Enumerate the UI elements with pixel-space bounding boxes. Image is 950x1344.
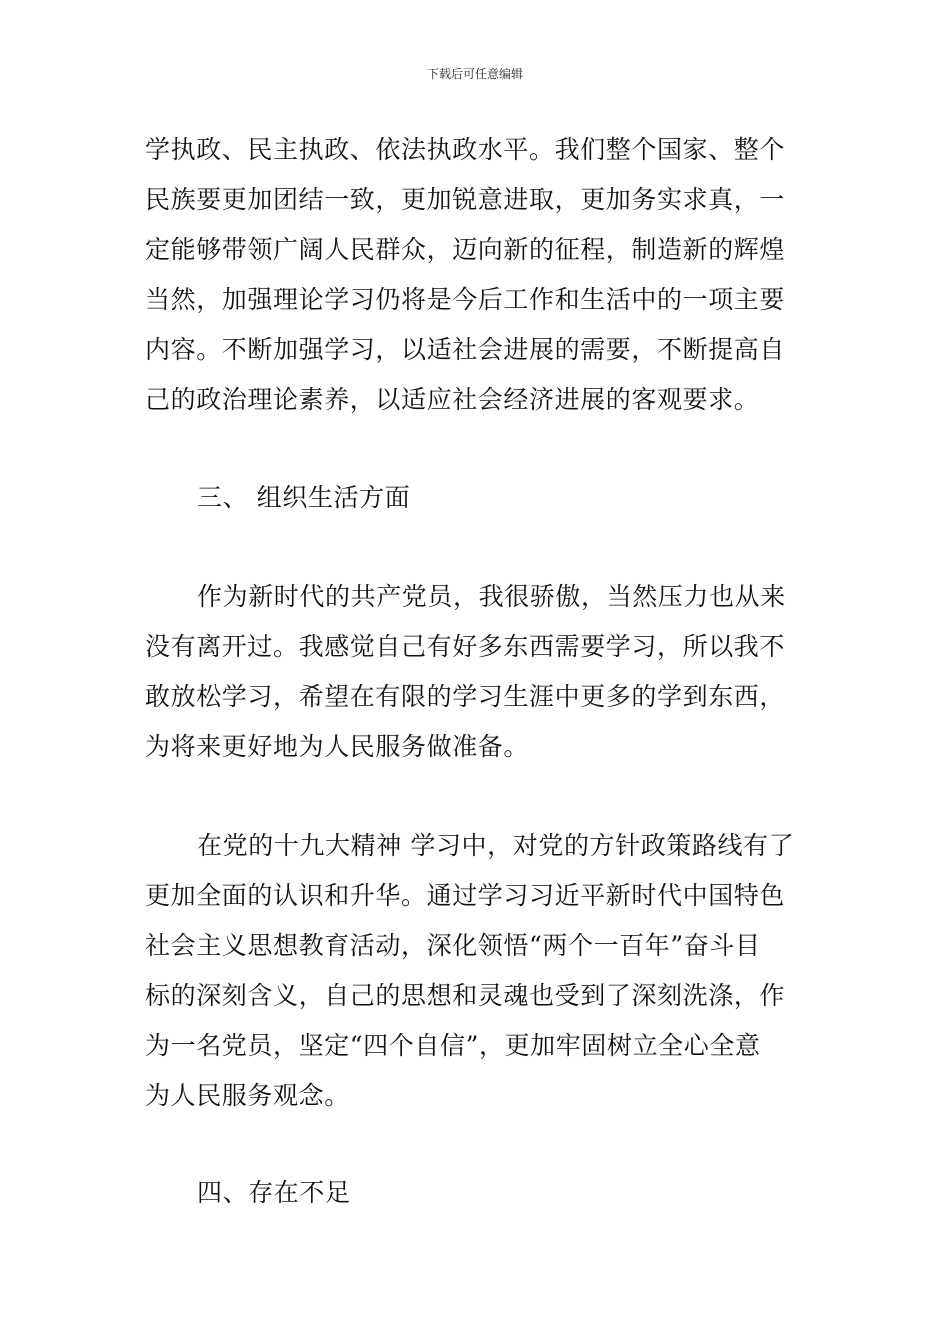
body-line: 更加全面的认识和升华。通过学习习近平新时代中国特色: [145, 881, 786, 910]
body-line: 为一名党员，坚定“四个自信”，更加牢固树立全心全意: [145, 1031, 761, 1060]
body-line: 学执政、民主执政、依法执政水平。我们整个国家、整个: [145, 135, 786, 164]
page-header: 下载后可任意编辑: [426, 67, 523, 81]
body-line: 定能够带领广阔人民群众，迈向新的征程，制造新的辉煌: [145, 235, 786, 264]
body-line: 民族要更加团结一致，更加锐意进取，更加务实求真，一: [145, 185, 786, 214]
body-line: 为将来更好地为人民服务做准备。: [145, 732, 530, 761]
body-line: 敢放松学习，希望在有限的学习生涯中更多的学到东西，: [145, 682, 786, 711]
body-line: 为人民服务观念。: [145, 1081, 350, 1110]
section-heading-3: 三、 组织生活方面: [197, 483, 411, 512]
body-line: 在党的十九大精神 学习中，对党的方针政策路线有了: [197, 831, 795, 860]
body-line: 己的政治理论素养，以适应社会经济进展的客观要求。: [145, 385, 760, 414]
body-line: 当然，加强理论学习仍将是今后工作和生活中的一项主要: [145, 285, 786, 314]
body-line: 作为新时代的共产党员，我很骄傲，当然压力也从来: [197, 582, 786, 611]
section-heading-4: 四、存在不足: [197, 1178, 351, 1207]
body-line: 没有离开过。我感觉自己有好多东西需要学习，所以我不: [145, 632, 786, 661]
body-line: 标的深刻含义，自己的思想和灵魂也受到了深刻洗涤，作: [145, 981, 786, 1010]
body-line: 内容。不断加强学习，以适社会进展的需要，不断提高自: [145, 335, 786, 364]
body-line: 社会主义思想教育活动，深化领悟“两个一百年”奋斗目: [145, 931, 761, 960]
